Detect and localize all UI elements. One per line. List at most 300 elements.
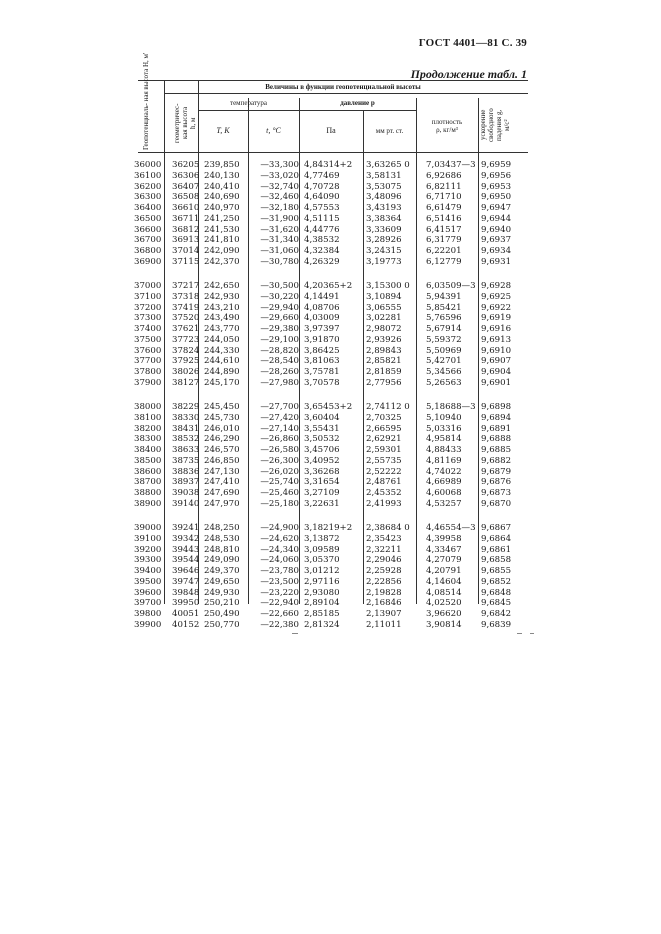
table-cell: 3,60404 [304,412,340,423]
table-cell: 9,6864 [481,533,512,544]
table-cell: 36205 [172,160,200,170]
row-group [426,160,478,268]
pressure-group-rule [299,110,416,111]
table-cell: 3,91870 [304,334,340,345]
table-cell: 6,31779 [426,235,462,246]
table-cell: 38800 [134,488,162,498]
table-cell: —30,780 [260,256,299,267]
table-cell: 9,6873 [481,488,512,498]
table-cell: 245,730 [204,412,240,423]
table-cell: —30,220 [260,291,299,302]
table-cell: 9,6913 [481,334,512,345]
table-cell: 5,34566 [426,367,462,377]
table-cell: 39848 [172,587,200,598]
table-cell: 9,6947 [481,203,512,213]
table-cell: 38937 [172,477,200,488]
table-cell: 3,27109 [304,488,340,498]
table-cell: 5,94391 [426,291,462,302]
table-cell: 6,41517 [426,224,462,235]
table-cell: 250,210 [204,598,240,609]
table-cell: 5,42701 [426,356,462,367]
table-cell: 9,6934 [481,246,512,256]
table-cell: 2,11011 [366,619,402,630]
table-cell: 4,44776 [304,224,340,235]
row-group [426,523,478,631]
table-cell: 38431 [172,423,200,434]
table-cell: 249,930 [204,587,240,598]
table-cell: —31,340 [260,235,299,246]
column-temperature-k [204,160,248,644]
table-cell: 36610 [172,203,200,213]
table-cell: 4,57553 [304,203,340,213]
table-cell: 36900 [134,256,162,267]
table-cell: 240,130 [204,170,240,181]
table-cell: 7,03437—3 [426,160,476,170]
table-cell: 2,22856 [366,576,402,587]
table-cell: —22,380 [260,619,299,630]
table-cell: 3,70578 [304,377,340,388]
row-group [172,402,200,510]
table-cell: 250,490 [204,609,240,619]
table-cell: —24,060 [260,555,299,566]
table-cell: 4,27079 [426,555,462,566]
table-cell: 240,690 [204,192,240,203]
table-cell: 249,370 [204,566,240,576]
column-gravity [481,160,523,644]
row-group [426,281,478,389]
table-cell: 36812 [172,224,200,235]
table-cell: 6,03509—3 [426,281,476,291]
column-pressure-pa [304,160,362,644]
row-group [172,281,200,389]
header-pressure-mmhg: мм рт. ст. [375,127,404,135]
table-cell: 38735 [172,455,200,466]
row-group [250,281,299,389]
table-cell: 3,02281 [366,313,402,324]
table-cell: —22,660 [260,609,299,619]
table-cell: 3,81063 [304,356,340,367]
table-cell: 9,6901 [481,377,512,388]
table-cell: 3,55431 [304,423,340,434]
table-cell: 243,210 [204,302,240,313]
table-cell: 239,850 [204,160,240,170]
table-cell: 244,610 [204,356,240,367]
col-divider [363,110,364,604]
table-cell: 248,810 [204,544,240,555]
table-cell: 37419 [172,302,200,313]
row-group [250,523,299,631]
table-cell: 39950 [172,598,200,609]
table-cell: 36508 [172,192,200,203]
table-cell: 9,6925 [481,291,512,302]
table-cell: 3,06555 [366,302,402,313]
table-cell: 37200 [134,302,162,313]
row-group [304,160,362,268]
continuation-label: Продолжение табл. 1 [410,67,527,81]
table-cell: 39038 [172,488,200,498]
table-cell: 5,26563 [426,377,462,388]
table-cell: —24,620 [260,533,299,544]
table-cell: 242,650 [204,281,240,291]
row-group [134,281,160,389]
table-cell: 37925 [172,356,200,367]
table-cell: 4,14491 [304,291,340,302]
row-group [250,402,299,510]
table-cell: 37014 [172,246,200,256]
table-cell: 38400 [134,445,162,455]
col-divider [416,98,417,604]
table-cell: 3,33609 [366,224,402,235]
table-cell: 5,85421 [426,302,462,313]
table-cell: 6,92686 [426,170,462,181]
row-group [366,523,414,631]
table-cell: 39800 [134,609,162,619]
table-cell: 9,6858 [481,555,512,566]
table-cell: 2,70325 [366,412,402,423]
table-cell: 248,250 [204,523,240,533]
table-cell: —27,140 [260,423,299,434]
table-cell: 9,6855 [481,566,512,576]
table-cell: 249,650 [204,576,240,587]
header-density: плотность ρ, кг/м³ [431,118,463,134]
table-cell: 5,10940 [426,412,462,423]
column-geometric-height [172,160,200,644]
table-cell: —23,500 [260,576,299,587]
table-cell: 38836 [172,466,200,477]
row-group [204,160,248,268]
table-cell: —26,300 [260,455,299,466]
table-cell: 39400 [134,566,162,576]
table-cell: 39200 [134,544,162,555]
table-cell: —25,460 [260,488,299,498]
table-cell: 247,690 [204,488,240,498]
row-group [204,281,248,389]
table-cell: 2,66595 [366,423,402,434]
table-cell: 3,15300 0 [366,281,410,291]
table-cell: 3,75781 [304,367,340,377]
table-cell: 3,50532 [304,434,340,445]
table-cell: 3,63265 0 [366,160,410,170]
table-cell: 3,43193 [366,203,402,213]
table-cell: 38100 [134,412,162,423]
table-cell: 9,6852 [481,576,512,587]
table-cell: 9,6950 [481,192,512,203]
table-cell: 9,6922 [481,302,512,313]
table-cell: 39300 [134,555,162,566]
row-group [366,160,414,268]
table-cell: 9,6919 [481,313,512,324]
table-cell: 2,74112 0 [366,402,410,412]
table-cell: 38633 [172,445,200,455]
table-cell: 5,67914 [426,324,462,334]
table-cell: 9,6842 [481,609,512,619]
table-cell: 2,89104 [304,598,340,609]
table-cell: 4,66989 [426,477,462,488]
table-cell: 247,410 [204,477,240,488]
page-header: ГОСТ 4401—81 С. 39 [418,37,527,49]
row-group [250,160,299,268]
table-cell: 2,25928 [366,566,402,576]
table-cell: 39544 [172,555,200,566]
table-cell: —31,900 [260,213,299,224]
table-cell: 3,53075 [366,181,402,192]
table-cell: 9,6839 [481,619,512,630]
table-cell: —25,740 [260,477,299,488]
table-cell: 36300 [134,192,162,203]
table-cell: 2,55735 [366,455,402,466]
row-group [204,402,248,510]
table-cell: 246,290 [204,434,240,445]
table-cell: 4,46554—3 [426,523,476,533]
table-cell: 39241 [172,523,200,533]
col-divider [478,98,479,604]
row-group [481,523,523,631]
header-pressure-pa: Па [326,126,336,135]
table-cell: 3,97397 [304,324,340,334]
table-cell: 4,70728 [304,181,340,192]
table-cell: 240,970 [204,203,240,213]
row-group [481,402,523,510]
table-cell: 39443 [172,544,200,555]
table-cell: 9,6882 [481,455,512,466]
row-group [366,402,414,510]
table-cell: 36711 [172,213,200,224]
table-cell: 246,570 [204,445,240,455]
header-pressure-group: давление p [340,99,375,107]
row-group [481,160,523,268]
table-top-rule [138,80,528,81]
table-cell: 37115 [172,256,200,267]
table-cell: —28,540 [260,356,299,367]
table-cell: 3,09589 [304,544,340,555]
table-cell: 9,6916 [481,324,512,334]
table-cell: 37600 [134,345,162,356]
table-cell: —32,740 [260,181,299,192]
table-cell: 36200 [134,181,162,192]
table-cell: 3,19773 [366,256,402,267]
header-functions-title: Величины в функции геопотенциальной высоты [265,83,421,91]
table-cell: 36500 [134,213,162,224]
table-cell: 9,6879 [481,466,512,477]
table-cell: 4,60068 [426,488,462,498]
table-cell: 3,28926 [366,235,402,246]
table-cell: 37824 [172,345,200,356]
table-cell: 2,35423 [366,533,402,544]
table-cell: 37400 [134,324,162,334]
table-cell: 40051 [172,609,200,619]
row-group [204,523,248,631]
table-cell: 37300 [134,313,162,324]
table-cell: 6,22201 [426,246,462,256]
table-cell: 4,84314+2 [304,160,353,170]
scan-mark [292,633,298,634]
table-cell: 4,51115 [304,213,340,224]
table-cell: 4,32384 [304,246,340,256]
column-geopotential-height [134,160,160,644]
table-cell: 9,6928 [481,281,512,291]
table-cell: 243,770 [204,324,240,334]
table-cell: 9,6861 [481,544,512,555]
row-group [304,402,362,510]
row-group [172,160,200,268]
table-cell: —31,620 [260,224,299,235]
table-cell: 9,6910 [481,345,512,356]
table-cell: 5,59372 [426,334,462,345]
table-cell: 6,71710 [426,192,462,203]
row-group [304,523,362,631]
table-cell: 4,03009 [304,313,340,324]
table-cell: —28,260 [260,367,299,377]
table-cell: 2,52222 [366,466,402,477]
table-cell: 6,61479 [426,203,462,213]
table-cell: 3,86425 [304,345,340,356]
table-cell: 5,03316 [426,423,462,434]
table-cell: 9,6898 [481,402,512,412]
table-cell: —27,420 [260,412,299,423]
table-cell: —29,100 [260,334,299,345]
table-cell: 4,88433 [426,445,462,455]
table-cell: 3,31654 [304,477,340,488]
table-cell: 3,40952 [304,455,340,466]
table-cell: —29,660 [260,313,299,324]
table-cell: 9,6888 [481,434,512,445]
table-cell: —27,700 [260,402,299,412]
table-cell: 37500 [134,334,162,345]
table-cell: 39900 [134,619,162,630]
row-group [134,160,160,268]
row-group [134,523,160,631]
table-cell: 38127 [172,377,200,388]
table-cell: 4,81169 [426,455,462,466]
table-cell: —23,780 [260,566,299,576]
table-cell: 38330 [172,412,200,423]
col-divider [299,98,300,604]
table-cell: 241,810 [204,235,240,246]
scan-mark [517,633,522,634]
table-cell: 37800 [134,367,162,377]
table-cell: 37217 [172,281,200,291]
table-cell: 246,010 [204,423,240,434]
table-cell: 4,64090 [304,192,340,203]
table-cell: —29,380 [260,324,299,334]
table-cell: 3,24315 [366,246,402,256]
table-cell: 244,330 [204,345,240,356]
table-cell: 36306 [172,170,200,181]
table-cell: 9,6876 [481,477,512,488]
table-cell: 39700 [134,598,162,609]
table-cell: 38300 [134,434,162,445]
header-gravity: ускорение свободного падения g, м/с² [479,108,511,142]
table-cell: 3,18219+2 [304,523,353,533]
table-cell: 36100 [134,170,162,181]
table-cell: 37621 [172,324,200,334]
table-cell: 36407 [172,181,200,192]
table-cell: 9,6956 [481,170,512,181]
table-cell: 37000 [134,281,162,291]
header-temp-kelvin: T, K [216,126,230,135]
table-cell: 3,13872 [304,533,340,544]
table-cell: 6,12779 [426,256,462,267]
table-cell: 4,02520 [426,598,462,609]
table-cell: 4,26329 [304,256,340,267]
table-cell: 39600 [134,587,162,598]
table-cell: 242,930 [204,291,240,302]
table-cell: 2,97116 [304,576,340,587]
row-group [426,402,478,510]
table-cell: 9,6944 [481,213,512,224]
table-cell: —29,940 [260,302,299,313]
table-cell: 6,82111 [426,181,462,192]
table-cell: 9,6885 [481,445,512,455]
table-cell: 2,81859 [366,367,402,377]
table-cell: 247,130 [204,466,240,477]
table-cell: 9,6894 [481,412,512,423]
table-cell: 4,39958 [426,533,462,544]
table-cell: 247,970 [204,498,240,509]
table-cell: 3,96620 [426,609,462,619]
header-geopotential-height: Геопотенциаль- ная высота H, м' [142,52,150,150]
table-cell: 38026 [172,367,200,377]
header-bottom-rule [138,152,528,153]
table-cell: 37700 [134,356,162,367]
row-group [481,281,523,389]
table-cell: 36000 [134,160,162,170]
table-cell: 2,19828 [366,587,402,598]
table-cell: 249,090 [204,555,240,566]
table-cell: 38500 [134,455,162,466]
table-cell: 2,93080 [304,587,340,598]
table-cell: 3,45706 [304,445,340,455]
table-cell: 3,38364 [366,213,402,224]
table-cell: 4,14604 [426,576,462,587]
table-cell: 37900 [134,377,162,388]
table-cell: —28,820 [260,345,299,356]
table-cell: 40152 [172,619,200,630]
table-cell: 6,51416 [426,213,462,224]
table-cell: 39747 [172,576,200,587]
table-cell: 248,530 [204,533,240,544]
table-cell: 9,6848 [481,587,512,598]
table-cell: 4,74022 [426,466,462,477]
column-temperature-c [250,160,299,644]
table-cell: 36700 [134,235,162,246]
table-cell: 9,6953 [481,181,512,192]
table-cell: 2,85821 [366,356,402,367]
table-cell: —32,180 [260,203,299,213]
table-cell: —27,980 [260,377,299,388]
table-cell: 39646 [172,566,200,576]
table-cell: 4,38532 [304,235,340,246]
table-cell: 2,29046 [366,555,402,566]
table-cell: 9,6907 [481,356,512,367]
table-cell: —32,460 [260,192,299,203]
column-pressure-mmhg [366,160,414,644]
row-group [134,402,160,510]
table-cell: 3,90814 [426,619,462,630]
row-group [366,281,414,389]
table-cell: 5,50969 [426,345,462,356]
table-cell: 39140 [172,498,200,509]
table-cell: 38700 [134,477,162,488]
table-cell: —30,500 [260,281,299,291]
table-cell: —23,220 [260,587,299,598]
table-cell: 9,6940 [481,224,512,235]
table-cell: —31,060 [260,246,299,256]
table-cell: 38532 [172,434,200,445]
table-cell: 38000 [134,402,162,412]
table-cell: —26,020 [260,466,299,477]
table-cell: —33,020 [260,170,299,181]
